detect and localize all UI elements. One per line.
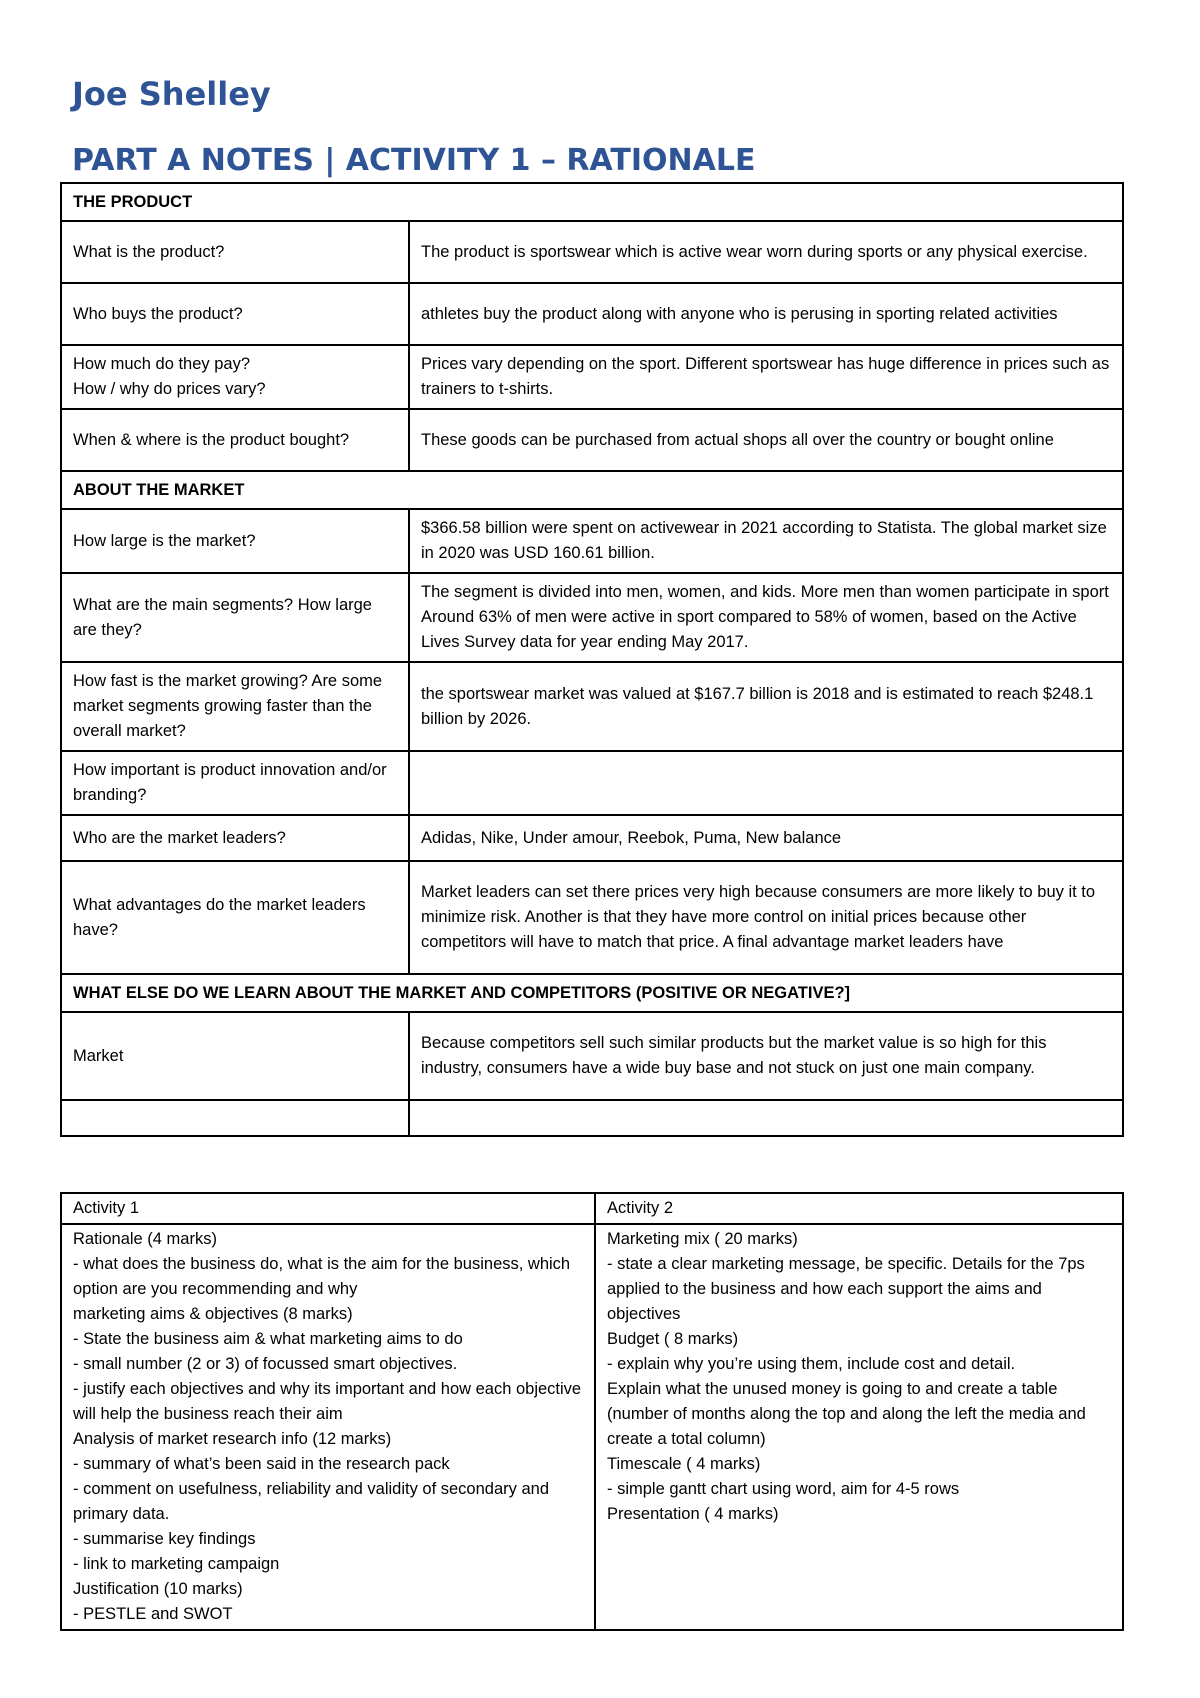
table-row (61, 1012, 1123, 1100)
question-cell: Market (61, 1012, 409, 1100)
page-title: PART A NOTES | ACTIVITY 1 – RATIONALE (72, 143, 756, 178)
note-line: Analysis of market research info (12 marks) (73, 1430, 392, 1448)
table-row (61, 345, 1123, 409)
answer-cell: the sportswear market was valued at $167.7 billion is 2018 and is estimated to reach $248.1 billion by 2026. (409, 662, 1123, 751)
note-line: - summary of what’s been said in the research pack (73, 1455, 450, 1473)
section-heading: WHAT ELSE DO WE LEARN ABOUT THE MARKET AND COMPETITORS (POSITIVE OR NEGATIVE?] (61, 974, 1123, 1012)
activity-1-notes (61, 1224, 595, 1630)
note-line: Justification (10 marks) (73, 1580, 243, 1598)
note-line: - small number (2 or 3) of focussed smart objectives. (73, 1355, 458, 1373)
question-cell: How fast is the market growing? Are some market segments growing faster than the overall market? (61, 662, 409, 751)
question-cell: How important is product innovation and/or branding? (61, 751, 409, 815)
table-row (61, 861, 1123, 974)
section-row-market (61, 471, 1123, 509)
note-line: - PESTLE and SWOT (73, 1605, 233, 1623)
answer-cell: The product is sportswear which is active wear worn during sports or any physical exercise. (409, 221, 1123, 283)
note-line: - state a clear marketing message, be specific. Details for the 7ps applied to the business and how each support the aims and objectives (607, 1255, 1085, 1323)
activity-1-header: Activity 1 (61, 1193, 595, 1224)
question-cell: What advantages do the market leaders have? (61, 861, 409, 974)
answer-cell: $366.58 billion were spent on activewear in 2021 according to Statista. The global market size in 2020 was USD 160.61 billion. (409, 509, 1123, 573)
section-row-product (61, 183, 1123, 221)
note-line: Marketing mix ( 20 marks) (607, 1230, 798, 1248)
table-row (61, 815, 1123, 861)
answer-cell (409, 751, 1123, 815)
note-line: - what does the business do, what is the aim for the business, which option are you recommending and why (73, 1255, 571, 1298)
note-line: - summarise key findings (73, 1530, 256, 1548)
activities-table (60, 1192, 1124, 1631)
table-row (61, 751, 1123, 815)
note-line: Timescale ( 4 marks) (607, 1455, 761, 1473)
note-line: Rationale (4 marks) (73, 1230, 217, 1248)
note-line: - simple gantt chart using word, aim for 4-5 rows (607, 1480, 960, 1498)
answer-cell: athletes buy the product along with anyone who is perusing in sporting related activities (409, 283, 1123, 345)
note-line: - comment on usefulness, reliability and validity of secondary and primary data. (73, 1480, 549, 1523)
activity-2-header: Activity 2 (595, 1193, 1123, 1224)
activities-header-row (61, 1193, 1123, 1224)
answer-cell (409, 1100, 1123, 1136)
question-cell (61, 1100, 409, 1136)
activity-2-notes (595, 1224, 1123, 1630)
question-cell: Who buys the product? (61, 283, 409, 345)
table-row (61, 662, 1123, 751)
answer-cell: Prices vary depending on the sport. Different sportswear has huge difference in prices such as trainers to t-shirts. (409, 345, 1123, 409)
author-name: Joe Shelley (72, 75, 271, 113)
answer-cell: Because competitors sell such similar products but the market value is so high for this industry, consumers have a wide buy base and not stuck on just one main company. (409, 1012, 1123, 1100)
table-row (61, 1100, 1123, 1136)
rationale-table (60, 182, 1124, 1137)
table-row (61, 221, 1123, 283)
question-cell: Who are the market leaders? (61, 815, 409, 861)
table-row (61, 283, 1123, 345)
note-line: marketing aims & objectives (8 marks) (73, 1305, 353, 1323)
question-cell: What is the product? (61, 221, 409, 283)
note-line: - link to marketing campaign (73, 1555, 280, 1573)
activities-body-row (61, 1224, 1123, 1630)
note-line: - justify each objectives and why its important and how each objective will help the business reach their aim (73, 1380, 582, 1423)
section-heading: THE PRODUCT (61, 183, 1123, 221)
note-line: - State the business aim & what marketing aims to do (73, 1330, 463, 1348)
answer-cell: Market leaders can set there prices very high because consumers are more likely to buy it to minimize risk. Another is that they have more control on initial prices because other competitors will have to match that price. A final advantage market leaders have (409, 861, 1123, 974)
answer-cell: These goods can be purchased from actual shops all over the country or bought online (409, 409, 1123, 471)
section-row-learn (61, 974, 1123, 1012)
note-line: Budget ( 8 marks) (607, 1330, 739, 1348)
question-cell: How large is the market? (61, 509, 409, 573)
answer-cell: The segment is divided into men, women, and kids. More men than women participate in sport Around 63% of men were active in sport compared to 58% of women, based on the Active Lives Survey data for year ending May 2017. (409, 573, 1123, 662)
note-line: - explain why you’re using them, include cost and detail. (607, 1355, 1016, 1373)
section-heading: ABOUT THE MARKET (61, 471, 1123, 509)
question-cell: When & where is the product bought? (61, 409, 409, 471)
table-row (61, 573, 1123, 662)
question-cell: What are the main segments? How large are they? (61, 573, 409, 662)
note-line: Presentation ( 4 marks) (607, 1505, 779, 1523)
table-row (61, 409, 1123, 471)
table-row (61, 509, 1123, 573)
question-cell: How much do they pay? How / why do prices vary? (61, 345, 409, 409)
note-line: Explain what the unused money is going to and create a table (number of months along the top and along the left the media and create a total column) (607, 1380, 1086, 1448)
answer-cell: Adidas, Nike, Under amour, Reebok, Puma, New balance (409, 815, 1123, 861)
